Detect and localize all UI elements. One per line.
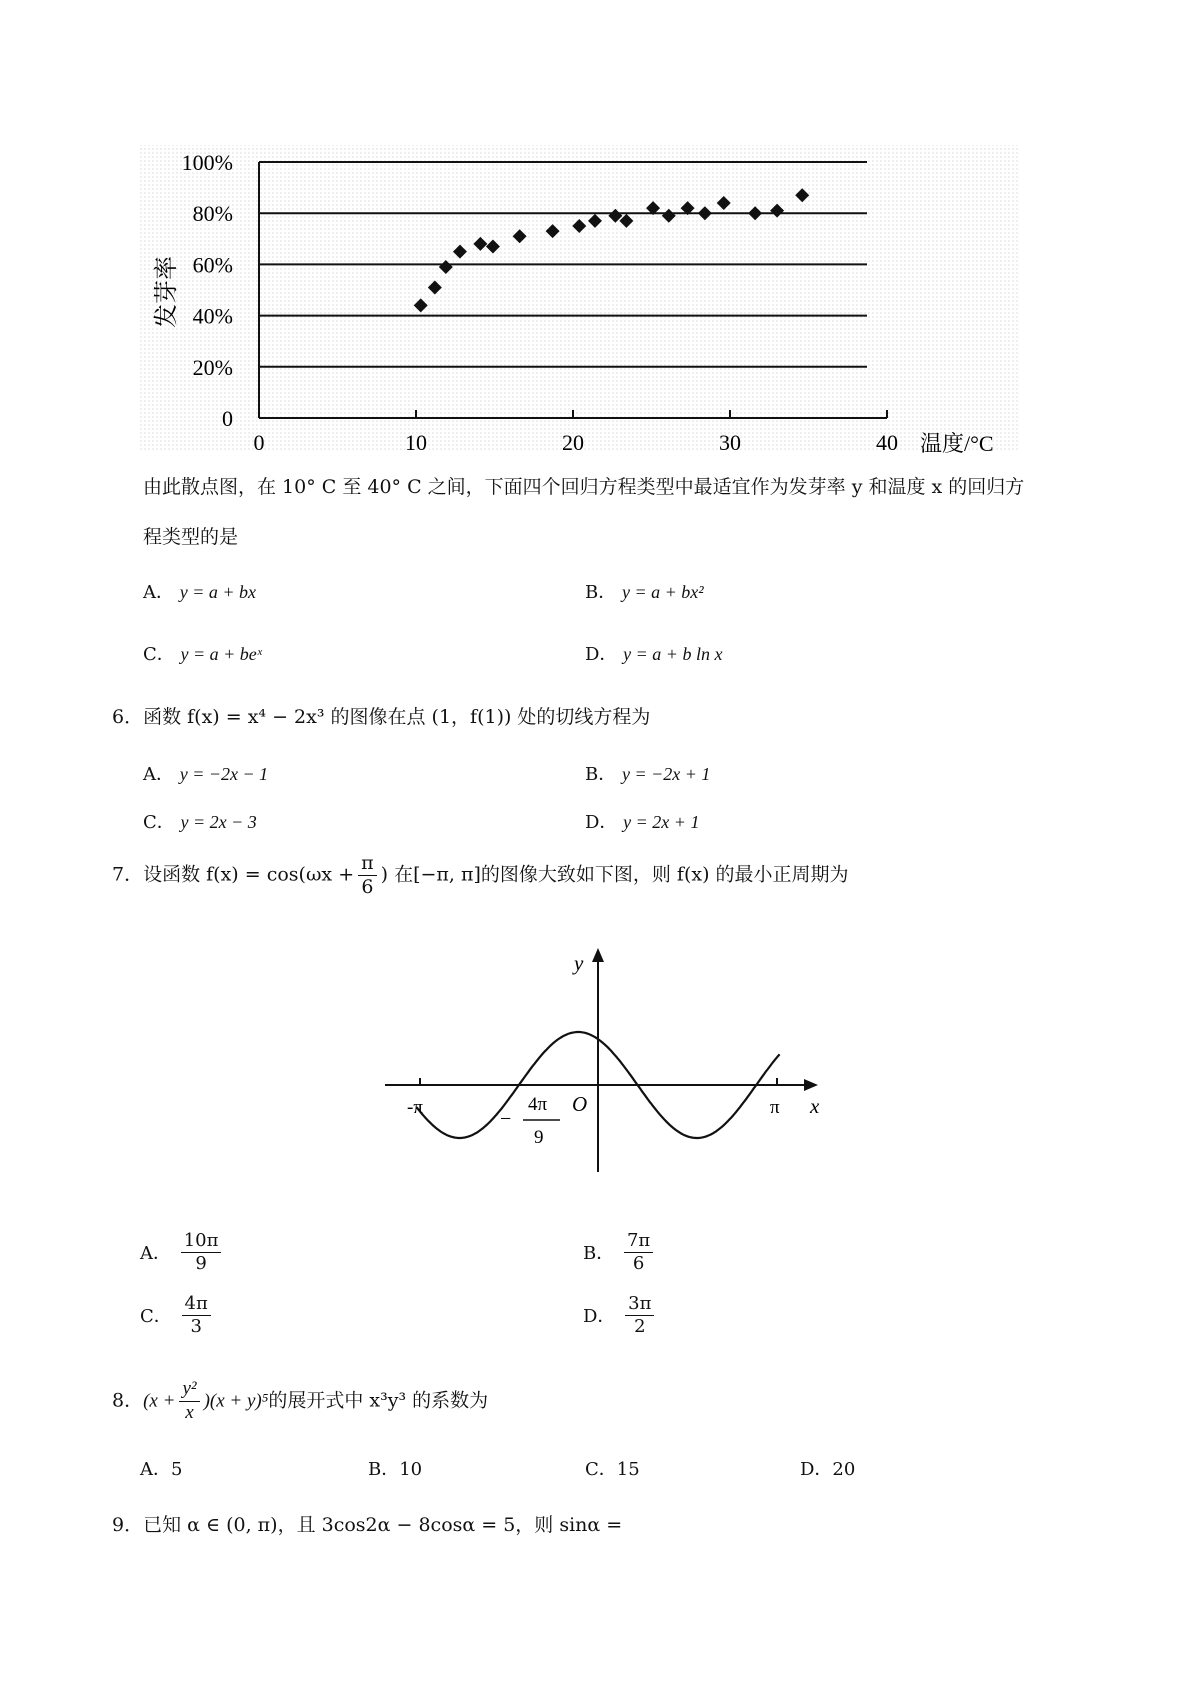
y-tick-label: 0 — [222, 406, 233, 431]
q5-stem-line2: 程类型的是 — [143, 526, 239, 548]
x-tick-label: 0 — [253, 430, 265, 455]
x-axis-label: 温度/°C — [920, 431, 994, 456]
zero-label-num: 4π — [528, 1094, 548, 1115]
y-tick-label: 20% — [192, 354, 233, 380]
q6-option-c: C． y = 2x − 3 — [143, 812, 257, 833]
q7-option-d: D． $\frac{3\pi}{2}$ — [583, 1293, 658, 1337]
q7-option-c: C． $\frac{4\pi}{3}$ — [140, 1293, 215, 1337]
x-tick-label: 40 — [876, 430, 898, 455]
q8-stem: 8．(x + $\frac{\text{y²}}{x}$ )(x + y)⁵的展开式中 x³y³ 的系数为 — [112, 1378, 489, 1423]
q6-stem: 6．函数 f(x) = x⁴ − 2x³ 的图像在点 (1，f(1)) 处的切线方程为 — [112, 706, 651, 728]
origin-label: O — [572, 1092, 588, 1116]
q5-option-a: A． y = a + bx — [143, 582, 257, 603]
q9-stem: 9．已知 α ∈ (0, π)，且 3cos2α − 8cosα = 5，则 sinα = — [112, 1514, 623, 1536]
x-label: x — [810, 1094, 820, 1118]
chart-background — [140, 145, 1020, 450]
q6-option-a: A． y = −2x − 1 — [143, 764, 269, 785]
x-tick-label: 20 — [562, 430, 584, 455]
x-axis-arrow — [804, 1079, 818, 1091]
scatter-chart — [140, 140, 1020, 460]
q5-option-d: D． y = a + b ln x — [585, 644, 723, 665]
y-tick-label: 60% — [192, 252, 233, 278]
q7-option-a: A． $\frac{10\pi}{9}$ — [140, 1230, 225, 1274]
q8-option-c: C．15 — [585, 1459, 640, 1480]
q5-option-b: B． y = a + bx² — [585, 582, 704, 603]
q6-option-d: D． y = 2x + 1 — [585, 812, 700, 833]
y-tick-label: 100% — [181, 150, 233, 175]
cosine-graph — [370, 940, 830, 1190]
q7-option-d-fraction: $\frac{3\pi}{2}$ — [625, 1293, 654, 1337]
q7-option-c-fraction: $\frac{4\pi}{3}$ — [182, 1293, 211, 1337]
y2-over-x-fraction: $\frac{\text{y²}}{x}$ — [179, 1378, 199, 1425]
zero-label-sign: − — [500, 1108, 512, 1130]
q7-option-a-fraction: $\frac{10\pi}{9}$ — [181, 1230, 222, 1274]
q6-option-b: B． y = −2x + 1 — [585, 764, 711, 785]
x-tick-label: 30 — [719, 430, 741, 455]
y-label: y — [574, 951, 584, 975]
y-axis-arrow — [592, 948, 604, 962]
y-axis-label: 发芽率 — [154, 256, 180, 328]
q8-option-d: D．20 — [800, 1459, 856, 1480]
q7-option-b: B． $\frac{7\pi}{6}$ — [583, 1230, 657, 1274]
neg-pi-label: -π — [407, 1097, 423, 1118]
pi-over-6-fraction: $\frac{\pi}{6}$ — [358, 852, 377, 899]
x-tick-label: 10 — [405, 430, 427, 455]
q5-option-c: C． y = a + beˣ — [143, 644, 262, 665]
pi-label: π — [770, 1097, 780, 1118]
zero-label-den: 9 — [534, 1127, 544, 1148]
y-tick-label: 40% — [192, 303, 233, 329]
q7-option-b-fraction: $\frac{7\pi}{6}$ — [624, 1230, 653, 1274]
q5-stem-line1: 由此散点图，在 10° C 至 40° C 之间，下面四个回归方程类型中最适宜作为发芽率 y 和温度 x 的回归方 — [143, 476, 1025, 498]
y-tick-label: 80% — [192, 201, 233, 227]
q7-stem: 7．设函数 f(x) = cos(ωx + $\frac{\pi}{6}$ ) 在[−π, π]的图像大致如下图，则 f(x) 的最小正周期为 — [112, 852, 849, 898]
q8-option-b: B．10 — [368, 1459, 423, 1480]
q8-option-a: A．5 — [140, 1459, 183, 1480]
